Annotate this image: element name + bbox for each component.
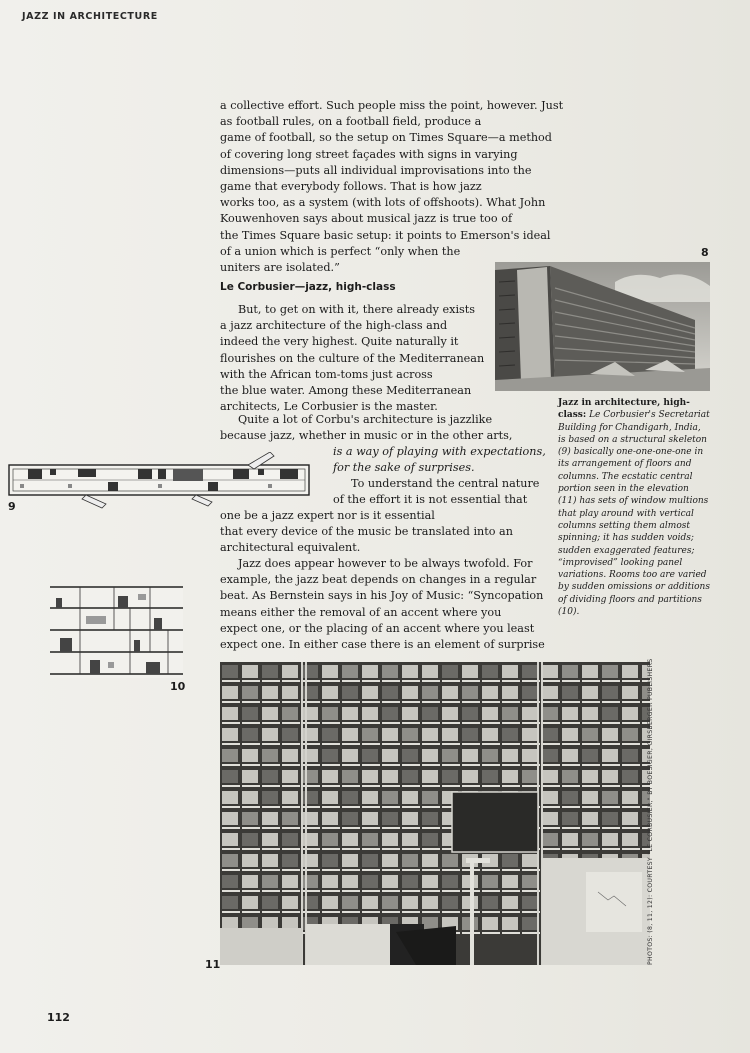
paragraph-1 xyxy=(220,98,563,276)
text-line: But, to get on with it, there already exists xyxy=(238,303,476,316)
figure-10-number: 10 xyxy=(170,680,186,693)
figure-caption xyxy=(558,397,710,618)
text-line: architects, Le Corbusier is the master. xyxy=(220,400,438,414)
figure-8-number: 8 xyxy=(701,246,709,259)
figure-10-section-drawing xyxy=(50,586,183,678)
figure-9-number: 9 xyxy=(8,500,16,513)
text-line: expect one, or the placing of an accent where you least xyxy=(220,621,535,635)
caption-title: Jazz in architecture, high-class: xyxy=(558,398,690,421)
figure-11-elevation xyxy=(220,662,650,965)
paragraph-4a xyxy=(333,476,539,508)
text-line: of the effort it is not essential that xyxy=(333,493,528,507)
text-line: the blue water. Among these Mediterranean xyxy=(220,383,472,397)
text-line: expect one. In either case there is an element of surprise xyxy=(220,637,545,651)
text-line: because jazz, whether in music or in the other arts, xyxy=(220,429,513,443)
text-line: Quite a lot of Corbu's architecture is jazzlike xyxy=(238,413,493,426)
text-line: example, the jazz beat depends on changes in a regular xyxy=(220,573,537,587)
text-line: dimensions—puts all individual improvisations into the xyxy=(220,163,532,177)
figure-11-number: 11 xyxy=(205,958,221,971)
paragraph-3a xyxy=(220,412,512,444)
text-line: that every device of the music be translated into an xyxy=(220,525,513,539)
text-line: the Times Square basic setup: it points to Emerson's ideal xyxy=(220,228,551,242)
text-line: beat. As Bernstein says in his Joy of Music: “Syncopation xyxy=(220,589,544,603)
paragraph-5 xyxy=(220,556,545,653)
text-line: one be a jazz expert nor is it essential xyxy=(220,509,435,522)
text-line: of covering long street façades with signs in varying xyxy=(220,147,518,161)
paragraph-3b xyxy=(333,444,546,476)
text-line: a collective effort. Such people miss the point, however. Just xyxy=(220,99,564,112)
paragraph-2 xyxy=(220,302,484,415)
section-subhead: Le Corbusier—jazz, high-class xyxy=(220,281,396,293)
figure-9-floor-plan xyxy=(8,452,312,514)
text-line: game that everybody follows. That is how jazz xyxy=(220,179,482,193)
text-line: architectural equivalent. xyxy=(220,541,361,555)
page-number: 112 xyxy=(47,1011,70,1024)
text-line: Kouwenhoven says about musical jazz is true too of xyxy=(220,212,513,226)
text-line: works too, as a system (with lots of offshoots). What John xyxy=(220,196,546,210)
text-line: uniters are isolated.” xyxy=(220,260,340,274)
figure-8-photo xyxy=(495,262,710,391)
text-line: for the sake of surprises. xyxy=(333,461,475,475)
photo-credit: PHOTOS: (8, 11, 12): COURTESY "LE CORBUSIER," BY BOESIGER, GIRSBERGER PUBLISHERS xyxy=(647,658,654,965)
text-line: indeed the very highest. Quite naturally it xyxy=(220,335,459,349)
text-line: Jazz does appear however to be always twofold. For xyxy=(238,557,533,570)
caption-body: Le Corbusier's Secretariat Building for Chandigarh, India, is based on a structural skeleton (9) basically one-one-one-one in its arrangement of floors and columns. The ecstatic central portion seen in the elevation (11) has sets of window multions that play around with vertical columns setting them almost spinning; it has sudden voids; sudden exaggerated features; “improvised” looking panel variations. Rooms too are varied by sudden omissions or additions of dividing floors and partitions (10). xyxy=(558,410,710,618)
text-line: is a way of playing with expectations, xyxy=(333,445,546,458)
text-line: flourishes on the culture of the Mediterranean xyxy=(220,351,485,365)
text-line: of a union which is perfect “only when the xyxy=(220,244,461,258)
text-line: To understand the central nature xyxy=(351,477,540,490)
text-line: as football rules, on a football field, produce a xyxy=(220,115,482,129)
text-line: means either the removal of an accent where you xyxy=(220,605,502,619)
text-line: with the African tom-toms just across xyxy=(220,367,433,381)
text-line: a jazz architecture of the high-class and xyxy=(220,319,448,333)
paragraph-4b xyxy=(220,508,513,557)
text-line: game of football, so the setup on Times Square—a method xyxy=(220,131,552,145)
running-head: JAZZ IN ARCHITECTURE xyxy=(22,11,158,22)
